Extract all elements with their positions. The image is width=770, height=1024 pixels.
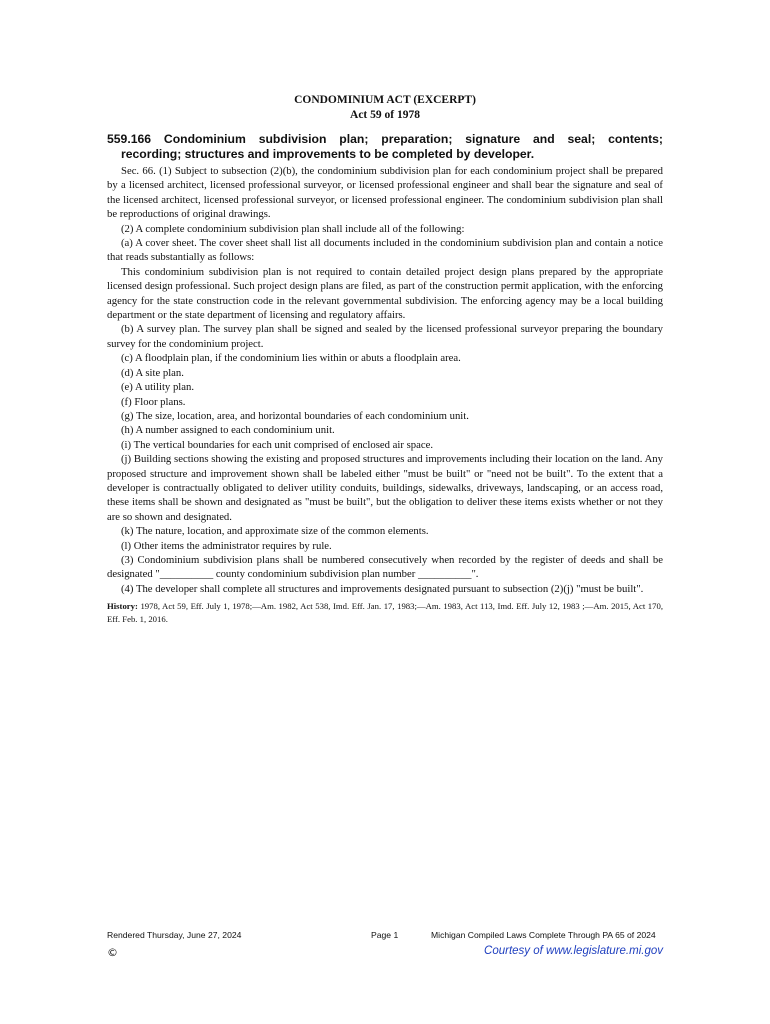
paragraph-notice: This condominium subdivision plan is not required to contain detailed project design plans prepared by the appropriate licensed design professional. Such project design plans are filed, as part of the construction permit application, with the enforcing agency for the state construction code in the relevant governmental subdivision. The enforcing agency may be a local building department or the state department of licensing and regulatory affairs. (107, 265, 663, 322)
history-note (107, 600, 663, 626)
paragraph-2b: (b) A survey plan. The survey plan shall be signed and sealed by the licensed professional surveyor preparing the boundary survey for the condominium project. (107, 323, 663, 350)
copyright-symbol: © (107, 946, 118, 959)
paragraph-2a: (a) A cover sheet. The cover sheet shall list all documents included in the condominium subdivision plan and contain a notice that reads substantially as follows: (107, 237, 663, 264)
paragraph-2f: (f) Floor plans. (121, 395, 186, 408)
paragraph-2j: (j) Building sections showing the existing and proposed structures and improvements including their location on the land. Any proposed structure and improvement shown shall be labeled either "must be built" or "need not be built". To the extent that a developer is contractually obligated to deliver utility conduits, buildings, sidewalks, driveways, landscaping, or an access road, these items shall be shown and designated as "must be built", but the obligation to deliver these items exists whether or not they are so shown and designated. (107, 453, 663, 523)
paragraph-2e: (e) A utility plan. (121, 381, 195, 394)
section-heading-line-1: 559.166 Condominium subdivision plan; preparation; signature and seal; contents; (107, 132, 663, 146)
history-label: History: (107, 601, 138, 612)
paragraph-2h: (h) A number assigned to each condominium unit. (121, 424, 335, 437)
paragraph-2c: (c) A floodplain plan, if the condominium lies within or abuts a floodplain area. (121, 352, 461, 365)
section-heading (107, 132, 663, 162)
section-body (107, 164, 663, 626)
history-text: 1978, Act 59, Eff. July 1, 1978;—Am. 1982, Act 538, Imd. Eff. Jan. 17, 1983;—Am. 1983, Act 113, Imd. Eff. July 12, 1983 ;—Am. 2015, Act 170, Eff. Feb. 1, 2016. (107, 601, 663, 625)
footer-page-number: Page 1 (371, 930, 399, 940)
footer-rendered-date: Rendered Thursday, June 27, 2024 (107, 930, 242, 940)
paragraph-4: (4) The developer shall complete all structures and improvements designated pursuant to subsection (2)(j) "must be built". (121, 582, 644, 595)
courtesy-link[interactable]: Courtesy of www.legislature.mi.gov (484, 945, 663, 957)
paragraph-2l: (l) Other items the administrator requires by rule. (121, 539, 332, 552)
paragraph-2: (2) A complete condominium subdivision plan shall include all of the following: (121, 222, 465, 235)
act-number: Act 59 of 1978 (350, 109, 420, 121)
paragraph-sec66-1: Sec. 66. (1) Subject to subsection (2)(b), the condominium subdivision plan for each condominium project shall be prepared by a licensed architect, licensed professional surveyor, or licensed professional engineer and shall bear the signature and seal of the licensed architect, licensed professional surveyor, or licensed professional engineer. The condominium subdivision plan shall be reproductions of original drawings. (107, 165, 663, 221)
paragraph-2i: (i) The vertical boundaries for each unit comprised of enclosed air space. (121, 438, 433, 451)
paragraph-2g: (g) The size, location, area, and horizontal boundaries of each condominium unit. (121, 409, 469, 422)
paragraph-3: (3) Condominium subdivision plans shall be numbered consecutively when recorded by the register of deeds and shall be designated "__________ county condominium subdivision plan number __________". (107, 553, 663, 581)
paragraph-2d: (d) A site plan. (121, 366, 184, 379)
footer-compiled-through: Michigan Compiled Laws Complete Through PA 65 of 2024 (431, 930, 656, 940)
section-heading-line-2: recording; structures and improvements to be completed by developer. (121, 147, 535, 161)
paragraph-2k: (k) The nature, location, and approximate size of the common elements. (121, 525, 429, 538)
document-title: CONDOMINIUM ACT (EXCERPT) (294, 94, 476, 106)
